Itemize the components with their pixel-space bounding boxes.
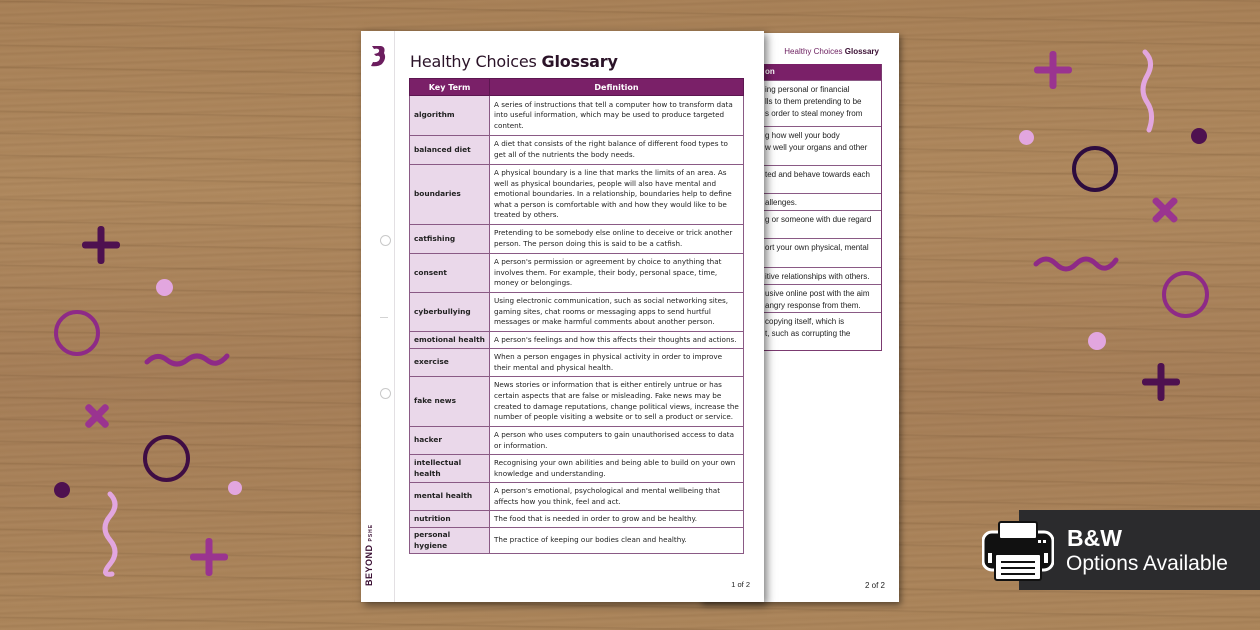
dot-icon (1088, 332, 1106, 350)
table-row: usive online post with the aim angry response from them. (701, 284, 881, 312)
page-number: 2 of 2 (864, 581, 885, 590)
table-row (410, 377, 744, 427)
brand-subtext: PSHE (368, 523, 374, 542)
table-row (410, 511, 744, 528)
definition-cell: A person who uses computers to gain unauthorised access to data or information. (490, 427, 744, 455)
definition-cell: The food that is needed in order to grow and be healthy. (490, 511, 744, 528)
plus-icon (1142, 363, 1180, 401)
ring-icon (54, 310, 100, 356)
table-row: copying itself, which is t, such as corrupting the (701, 312, 881, 350)
squiggle-icon (1141, 50, 1161, 134)
cross-icon (1142, 187, 1187, 232)
printer-icon (982, 520, 1054, 582)
binding-margin (361, 31, 395, 602)
definition-cell: A physical boundary is a line that marks the limits of an area. As well as physical boundaries, people will also have mental and emotional boundaries. In a relationship, boundaries help to define what a person is comfortable with and how they would like to be treated by others. (490, 165, 744, 225)
page2-title (784, 47, 879, 56)
title-regular: Healthy Choices (784, 47, 845, 56)
definition-cell: Recognising your own abilities and being able to build on your own knowledge and understanding. (490, 455, 744, 483)
table-row (410, 96, 744, 136)
definition-cell: News stories or information that is either entirely untrue or has certain aspects that are false or misleading. Fake news may be created to damage reputations, change political views, increase the number of people visiting a website or to sell a product or service. (490, 377, 744, 427)
definition-cell: When a person engages in physical activity in order to improve their mental and physical health. (490, 349, 744, 377)
squiggle-icon (100, 492, 120, 576)
page2-table-header: on (701, 64, 881, 80)
plus-icon (190, 538, 228, 576)
table-row: g or someone with due regard (701, 210, 881, 238)
glossary-table (409, 78, 744, 554)
punch-hole (380, 235, 391, 246)
beyond-logo-icon (369, 45, 387, 67)
title-bold: Glossary (844, 47, 879, 56)
term-cell: emotional health (410, 332, 490, 349)
term-cell: balanced diet (410, 136, 490, 165)
brand-text: BEYOND (364, 544, 374, 586)
table-row (410, 225, 744, 254)
definition-cell: Using electronic communication, such as social networking sites, gaming sites, chat rooms or messaging apps to send hurtful messages or make harmful comments about another person. (490, 293, 744, 332)
column-header-key-term: Key Term (410, 79, 490, 96)
term-cell: cyberbullying (410, 293, 490, 332)
table-row: ing personal or financial lls to them pretending to be s order to steal money from (701, 80, 881, 126)
term-cell: boundaries (410, 165, 490, 225)
table-row (410, 293, 744, 332)
definition-cell: A person's permission or agreement by choice to anything that involves them. For example, their body, personal space, time, money or belongings. (490, 254, 744, 293)
badge-subtitle: Options Available (1066, 552, 1228, 575)
definition-cell: A series of instructions that tell a computer how to transform data into useful information, which may be used to produce targeted content. (490, 96, 744, 136)
ring-icon (143, 435, 190, 482)
bw-options-badge (1019, 510, 1260, 590)
table-row: itive relationships with others. (701, 267, 881, 284)
badge-title: B&W (1067, 525, 1122, 551)
term-cell: personal hygiene (410, 528, 490, 554)
punch-hole (380, 388, 391, 399)
dot-icon (156, 279, 173, 296)
term-cell: nutrition (410, 511, 490, 528)
table-header-row (410, 79, 744, 96)
table-row (410, 427, 744, 455)
term-cell: consent (410, 254, 490, 293)
table-row (410, 136, 744, 165)
glossary-page-1 (361, 31, 764, 602)
fold-mark (380, 317, 388, 318)
definition-cell: A person's feelings and how this affects their thoughts and actions. (490, 332, 744, 349)
term-cell: catfishing (410, 225, 490, 254)
table-row (410, 254, 744, 293)
term-cell: mental health (410, 483, 490, 511)
table-row (410, 165, 744, 225)
table-row: g how well your body w well your organs and other (701, 126, 881, 165)
page-number: 1 of 2 (731, 580, 750, 589)
definition-cell: Pretending to be somebody else online to deceive or trick another person. The person doing this is said to be a catfish. (490, 225, 744, 254)
dot-icon (228, 481, 242, 495)
term-cell: algorithm (410, 96, 490, 136)
term-cell: hacker (410, 427, 490, 455)
wave-icon (145, 350, 229, 370)
ring-icon (1162, 271, 1209, 318)
table-row: ort your own physical, mental (701, 238, 881, 267)
plus-icon (82, 226, 120, 264)
cross-icon (76, 395, 118, 437)
brand-logo (364, 524, 374, 586)
table-row: allenges. (701, 193, 881, 210)
dot-icon (1019, 130, 1034, 145)
term-cell: intellectual health (410, 455, 490, 483)
wave-icon (1034, 256, 1118, 276)
table-row (410, 349, 744, 377)
page-title (410, 52, 618, 71)
dot-icon (1191, 128, 1207, 144)
table-row (410, 528, 744, 554)
column-header-definition: Definition (490, 79, 744, 96)
term-cell: exercise (410, 349, 490, 377)
dot-icon (54, 482, 70, 498)
table-row (410, 332, 744, 349)
term-cell: fake news (410, 377, 490, 427)
title-regular: Healthy Choices (410, 52, 542, 71)
definition-cell: A person's emotional, psychological and mental wellbeing that affects how you think, feel and act. (490, 483, 744, 511)
definition-cell: A diet that consists of the right balance of different food types to get all of the nutrients the body needs. (490, 136, 744, 165)
table-row (410, 455, 744, 483)
table-row: ted and behave towards each (701, 165, 881, 193)
table-row (410, 483, 744, 511)
ring-icon (1072, 146, 1118, 192)
definition-cell: The practice of keeping our bodies clean and healthy. (490, 528, 744, 554)
title-bold: Glossary (541, 52, 618, 71)
plus-icon (1034, 51, 1072, 89)
